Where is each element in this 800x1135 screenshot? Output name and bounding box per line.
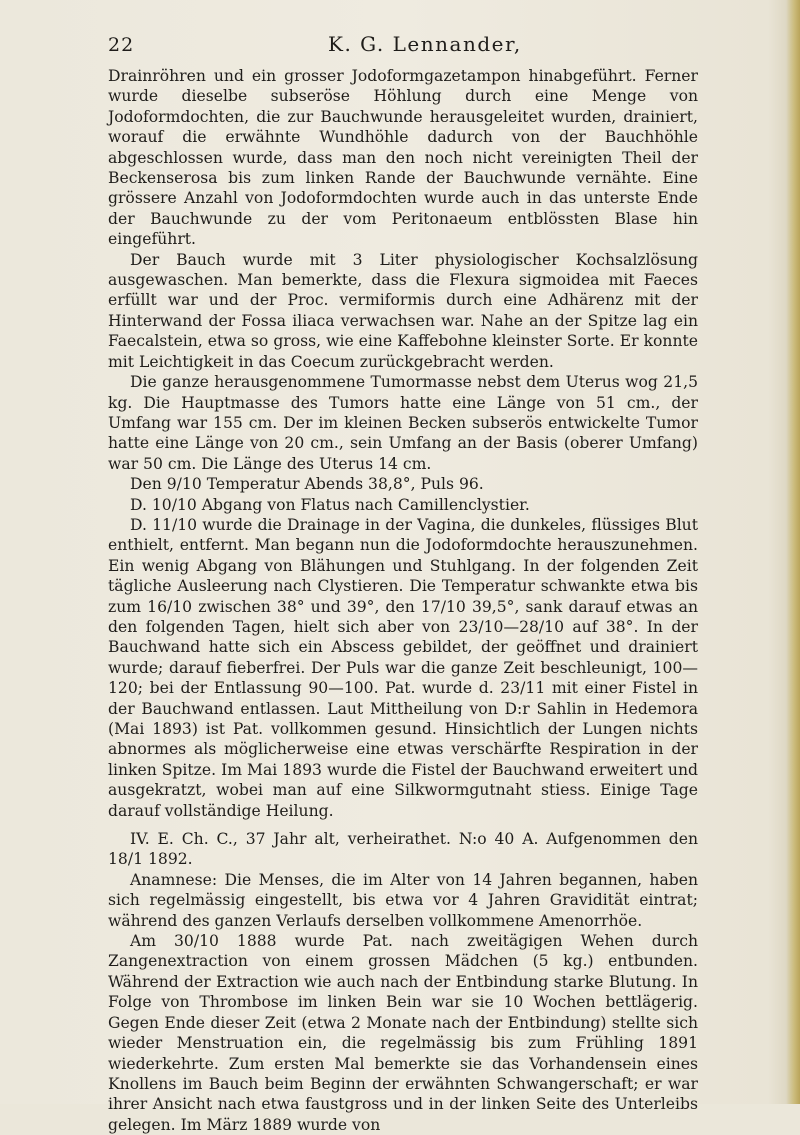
paragraph: Anamnese: Die Menses, die im Alter von 14 Jahren begannen, haben sich regelmässig eingestellt, bis etwa vor 4 Jahren Gravidität eintrat; während des ganzen Verlaufs derselben vollkommene Amenorrhöe. bbox=[108, 870, 698, 930]
paragraph: D. 11/10 wurde die Drainage in der Vagina, die dunkeles, flüssiges Blut enthielt, entfernt. Man begann nun die Jodoformdochte herauszunehmen. Ein wenig Abgang von Blähungen und Stuhlgang. In der folgenden Zeit tägliche Ausleerung nach Clystieren. Die Temperatur schwankte etwa bis zum 16/10 zwischen 38° und 39°, den 17/10 39,5°, sank darauf etwas an den folgenden Tagen, hielt sich aber von 23/10—28/10 auf 38°. In der Bauchwand hatte sich ein Abscess gebildet, der geöffnet und drainiert wurde; darauf fieberfrei. Der Puls war die ganze Zeit beschleunigt, 100—120; bei der Entlassung 90—100. Pat. wurde d. 23/11 mit einer Fistel in der Bauchwand entlassen. Laut Mittheilung von D:r Sahlin in Hedemora (Mai 1893) ist Pat. vollkommen gesund. Hinsichtlich der Lungen nichts abnormes als möglicherweise eine etwas verschärfte Respiration in der linken Spitze. Im Mai 1893 wurde die Fistel der Bauchwand erweitert und ausgekratzt, wobei man auf eine Silkwormgutnaht stiess. Einige Tage darauf vollständige Heilung. bbox=[108, 515, 698, 820]
paragraph: D. 10/10 Abgang von Flatus nach Camillenclystier. bbox=[130, 495, 530, 514]
paragraph: Den 9/10 Temperatur Abends 38,8°, Puls 96. bbox=[130, 475, 484, 494]
page-number: 22 bbox=[108, 34, 135, 56]
running-head: K. G. Lennander, bbox=[328, 32, 522, 56]
paragraph: Am 30/10 1888 wurde Pat. nach zweitägigen Wehen durch Zangenextraction von einem grossen Mädchen (5 kg.) entbunden. Während der Extraction wie auch nach der Entbindung starke Blutung. In Folge von Thrombose im linken Bein war sie 10 Wochen bettlägerig. Gegen Ende dieser Zeit (etwa 2 Monate nach der Entbindung) stellte sich wieder Menstruation ein, die regelmässig bis zum Frühling 1891 wiederkehrte. Zum ersten Mal bemerkte sie das Vorhandensein eines Knollens im Bauch beim Beginn der erwähnten Schwangerschaft; er war ihrer Ansicht nach etwa faustgross und in der linken Seite des Unterleibs gelegen. Im März 1889 wurde von bbox=[108, 932, 698, 1134]
paragraph: Die ganze herausgenommene Tumormasse nebst dem Uterus wog 21,5 kg. Die Hauptmasse des Tumors hatte eine Länge von 51 cm., der Umfang war 155 cm. Der im kleinen Becken subserös entwickelte Tumor hatte eine Länge von 20 cm., sein Umfang an der Basis (oberer Umfang) war 50 cm. Die Länge des Uterus 14 cm. bbox=[108, 373, 698, 473]
body-text bbox=[108, 66, 698, 1135]
paragraph: Der Bauch wurde mit 3 Liter physiologischer Kochsalzlösung ausgewaschen. Man bemerkte, dass die Flexura sigmoidea mit Faeces erfüllt war und der Proc. vermiformis durch eine Adhärenz mit der Hinterwand der Fossa iliaca verwachsen war. Nahe an der Spitze lag ein Faecalstein, etwa so gross, wie eine Kaffebohne kleinster Sorte. Er konnte mit Leichtigkeit in das Coecum zurückgebracht werden. bbox=[108, 250, 698, 371]
page-header bbox=[108, 30, 698, 64]
case-heading: IV. E. Ch. C., 37 Jahr alt, verheirathet. N:o 40 A. Aufgenommen den 18/1 1892. bbox=[108, 830, 698, 869]
paragraph: Drainröhren und ein grosser Jodoformgazetampon hinabgeführt. Ferner wurde dieselbe subseröse Höhlung durch eine Menge von Jodoformdochten, die zur Bauchwunde herausgeleitet wurden, drainiert, worauf die erwähnte Wundhöhle dadurch von der Bauchhöhle abgeschlossen wurde, dass man den noch nicht vereinigten Theil der Beckenserosa bis zum linken Rande der Bauchwunde vernähte. Eine grössere Anzahl von Jodoformdochten wurde auch in das unterste Ende der Bauchwunde zu der vom Peritonaeum entblössten Blase hin eingeführt. bbox=[108, 67, 698, 249]
page-edge bbox=[786, 0, 800, 1104]
